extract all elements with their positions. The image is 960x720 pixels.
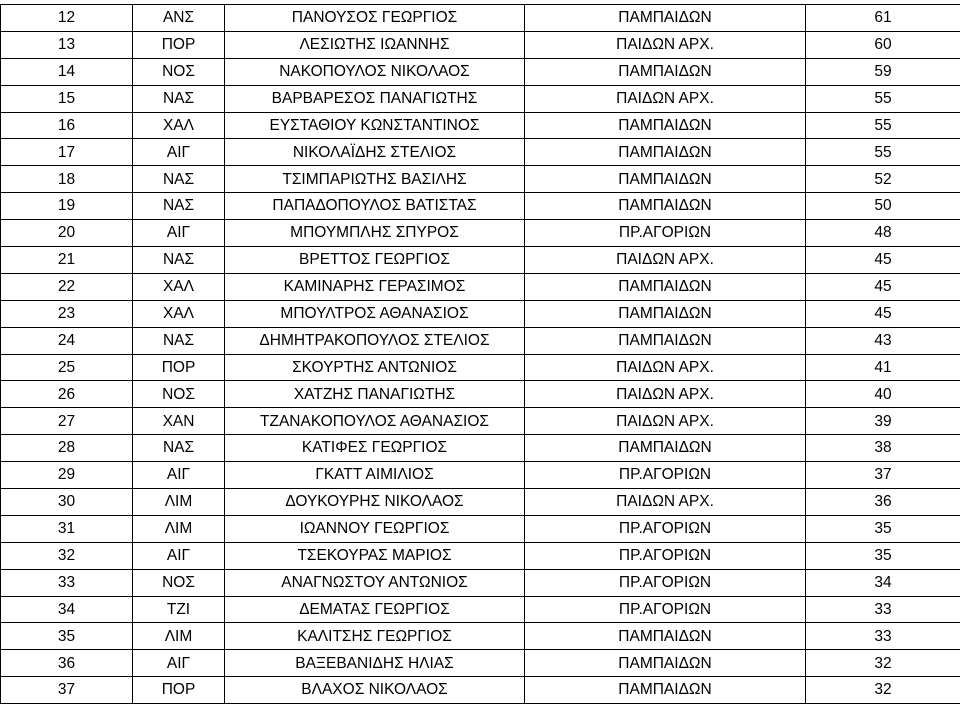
points-cell: 52 xyxy=(806,166,960,193)
table-row xyxy=(1,489,960,516)
rank-cell: 22 xyxy=(1,273,133,300)
athlete-name-cell: ΤΖΑΝΑΚΟΠΟΥΛΟΣ ΑΘΑΝΑΣΙΟΣ xyxy=(225,408,525,435)
table-row xyxy=(1,650,960,677)
athlete-name-cell: ΝΑΚΟΠΟΥΛΟΣ ΝΙΚΟΛΑΟΣ xyxy=(225,58,525,85)
points-cell: 45 xyxy=(806,247,960,274)
category-cell: ΠΡ.ΑΓΟΡΙΩΝ xyxy=(525,515,806,542)
category-cell: ΠΑΜΠΑΙΔΩΝ xyxy=(525,623,806,650)
points-cell: 45 xyxy=(806,273,960,300)
table-row xyxy=(1,354,960,381)
athlete-name-cell: ΒΑΡΒΑΡΕΣΟΣ ΠΑΝΑΓΙΩΤΗΣ xyxy=(225,85,525,112)
athlete-name-cell: ΓΚΑΤΤ ΑΙΜΙΛΙΟΣ xyxy=(225,462,525,489)
rank-cell: 23 xyxy=(1,300,133,327)
rank-cell: 28 xyxy=(1,435,133,462)
category-cell: ΠΑΜΠΑΙΔΩΝ xyxy=(525,327,806,354)
club-cell: ΠΟΡ xyxy=(133,677,225,704)
rank-cell: 24 xyxy=(1,327,133,354)
points-cell: 38 xyxy=(806,435,960,462)
rank-cell: 35 xyxy=(1,623,133,650)
table-row xyxy=(1,381,960,408)
category-cell: ΠΑΙΔΩΝ ΑΡΧ. xyxy=(525,31,806,58)
category-cell: ΠΑΙΔΩΝ ΑΡΧ. xyxy=(525,85,806,112)
points-cell: 45 xyxy=(806,300,960,327)
athlete-name-cell: ΤΣΕΚΟΥΡΑΣ ΜΑΡΙΟΣ xyxy=(225,542,525,569)
results-table xyxy=(0,4,960,704)
club-cell: ΝΟΣ xyxy=(133,569,225,596)
club-cell: ΝΑΣ xyxy=(133,193,225,220)
club-cell: ΑΙΓ xyxy=(133,139,225,166)
points-cell: 60 xyxy=(806,31,960,58)
club-cell: ΝΑΣ xyxy=(133,85,225,112)
club-cell: ΑΙΓ xyxy=(133,650,225,677)
athlete-name-cell: ΒΑΞΕΒΑΝΙΔΗΣ ΗΛΙΑΣ xyxy=(225,650,525,677)
club-cell: ΑΙΓ xyxy=(133,220,225,247)
club-cell: ΧΑΛ xyxy=(133,112,225,139)
points-cell: 48 xyxy=(806,220,960,247)
rank-cell: 33 xyxy=(1,569,133,596)
category-cell: ΠΑΜΠΑΙΔΩΝ xyxy=(525,193,806,220)
rank-cell: 12 xyxy=(1,5,133,32)
rank-cell: 14 xyxy=(1,58,133,85)
rank-cell: 13 xyxy=(1,31,133,58)
athlete-name-cell: ΛΕΣΙΩΤΗΣ ΙΩΑΝΝΗΣ xyxy=(225,31,525,58)
club-cell: ΝΟΣ xyxy=(133,381,225,408)
rank-cell: 25 xyxy=(1,354,133,381)
club-cell: ΝΑΣ xyxy=(133,247,225,274)
club-cell: ΛΙΜ xyxy=(133,489,225,516)
points-cell: 36 xyxy=(806,489,960,516)
category-cell: ΠΑΜΠΑΙΔΩΝ xyxy=(525,677,806,704)
points-cell: 37 xyxy=(806,462,960,489)
results-table-body xyxy=(1,5,960,704)
category-cell: ΠΡ.ΑΓΟΡΙΩΝ xyxy=(525,542,806,569)
category-cell: ΠΑΜΠΑΙΔΩΝ xyxy=(525,139,806,166)
category-cell: ΠΑΜΠΑΙΔΩΝ xyxy=(525,300,806,327)
table-row xyxy=(1,596,960,623)
table-row xyxy=(1,5,960,32)
table-row xyxy=(1,677,960,704)
points-cell: 59 xyxy=(806,58,960,85)
rank-cell: 36 xyxy=(1,650,133,677)
rank-cell: 37 xyxy=(1,677,133,704)
athlete-name-cell: ΑΝΑΓΝΩΣΤΟΥ ΑΝΤΩΝΙΟΣ xyxy=(225,569,525,596)
points-cell: 35 xyxy=(806,542,960,569)
athlete-name-cell: ΠΑΝΟΥΣΟΣ ΓΕΩΡΓΙΟΣ xyxy=(225,5,525,32)
category-cell: ΠΡ.ΑΓΟΡΙΩΝ xyxy=(525,462,806,489)
table-row xyxy=(1,542,960,569)
rank-cell: 21 xyxy=(1,247,133,274)
club-cell: ΝΑΣ xyxy=(133,327,225,354)
athlete-name-cell: ΕΥΣΤΑΘΙΟΥ ΚΩΝΣΤΑΝΤΙΝΟΣ xyxy=(225,112,525,139)
athlete-name-cell: ΚΑΛΙΤΣΗΣ ΓΕΩΡΓΙΟΣ xyxy=(225,623,525,650)
club-cell: ΧΑΝ xyxy=(133,408,225,435)
club-cell: ΠΟΡ xyxy=(133,31,225,58)
points-cell: 55 xyxy=(806,139,960,166)
points-cell: 55 xyxy=(806,112,960,139)
points-cell: 34 xyxy=(806,569,960,596)
club-cell: ΑΙΓ xyxy=(133,542,225,569)
club-cell: ΧΑΛ xyxy=(133,273,225,300)
points-cell: 61 xyxy=(806,5,960,32)
athlete-name-cell: ΔΗΜΗΤΡΑΚΟΠΟΥΛΟΣ ΣΤΕΛΙΟΣ xyxy=(225,327,525,354)
rank-cell: 32 xyxy=(1,542,133,569)
category-cell: ΠΑΙΔΩΝ ΑΡΧ. xyxy=(525,489,806,516)
athlete-name-cell: ΔΕΜΑΤΑΣ ΓΕΩΡΓΙΟΣ xyxy=(225,596,525,623)
rank-cell: 19 xyxy=(1,193,133,220)
table-row xyxy=(1,85,960,112)
category-cell: ΠΑΙΔΩΝ ΑΡΧ. xyxy=(525,354,806,381)
rank-cell: 15 xyxy=(1,85,133,112)
category-cell: ΠΑΜΠΑΙΔΩΝ xyxy=(525,650,806,677)
table-row xyxy=(1,31,960,58)
category-cell: ΠΑΜΠΑΙΔΩΝ xyxy=(525,58,806,85)
points-cell: 55 xyxy=(806,85,960,112)
athlete-name-cell: ΒΛΑΧΟΣ ΝΙΚΟΛΑΟΣ xyxy=(225,677,525,704)
points-cell: 50 xyxy=(806,193,960,220)
club-cell: ΑΝΣ xyxy=(133,5,225,32)
category-cell: ΠΡ.ΑΓΟΡΙΩΝ xyxy=(525,220,806,247)
rank-cell: 27 xyxy=(1,408,133,435)
rank-cell: 29 xyxy=(1,462,133,489)
table-row xyxy=(1,300,960,327)
table-row xyxy=(1,112,960,139)
rank-cell: 26 xyxy=(1,381,133,408)
category-cell: ΠΑΜΠΑΙΔΩΝ xyxy=(525,273,806,300)
table-row xyxy=(1,166,960,193)
rank-cell: 18 xyxy=(1,166,133,193)
table-row xyxy=(1,247,960,274)
category-cell: ΠΑΙΔΩΝ ΑΡΧ. xyxy=(525,408,806,435)
club-cell: ΝΑΣ xyxy=(133,166,225,193)
club-cell: ΛΙΜ xyxy=(133,623,225,650)
club-cell: ΝΟΣ xyxy=(133,58,225,85)
athlete-name-cell: ΤΣΙΜΠΑΡΙΩΤΗΣ ΒΑΣΙΛΗΣ xyxy=(225,166,525,193)
points-cell: 40 xyxy=(806,381,960,408)
category-cell: ΠΑΜΠΑΙΔΩΝ xyxy=(525,435,806,462)
club-cell: ΠΟΡ xyxy=(133,354,225,381)
points-cell: 33 xyxy=(806,596,960,623)
points-cell: 32 xyxy=(806,650,960,677)
table-row xyxy=(1,193,960,220)
points-cell: 35 xyxy=(806,515,960,542)
athlete-name-cell: ΣΚΟΥΡΤΗΣ ΑΝΤΩΝΙΟΣ xyxy=(225,354,525,381)
athlete-name-cell: ΜΠΟΥΛΤΡΟΣ ΑΘΑΝΑΣΙΟΣ xyxy=(225,300,525,327)
club-cell: ΛΙΜ xyxy=(133,515,225,542)
category-cell: ΠΑΜΠΑΙΔΩΝ xyxy=(525,166,806,193)
rank-cell: 31 xyxy=(1,515,133,542)
table-row xyxy=(1,462,960,489)
table-row xyxy=(1,569,960,596)
table-row xyxy=(1,139,960,166)
athlete-name-cell: ΠΑΠΑΔΟΠΟΥΛΟΣ ΒΑΤΙΣΤΑΣ xyxy=(225,193,525,220)
table-row xyxy=(1,515,960,542)
rank-cell: 17 xyxy=(1,139,133,166)
category-cell: ΠΡ.ΑΓΟΡΙΩΝ xyxy=(525,569,806,596)
athlete-name-cell: ΝΙΚΟΛΑΪΔΗΣ ΣΤΕΛΙΟΣ xyxy=(225,139,525,166)
athlete-name-cell: ΧΑΤΖΗΣ ΠΑΝΑΓΙΩΤΗΣ xyxy=(225,381,525,408)
athlete-name-cell: ΔΟΥΚΟΥΡΗΣ ΝΙΚΟΛΑΟΣ xyxy=(225,489,525,516)
category-cell: ΠΑΜΠΑΙΔΩΝ xyxy=(525,112,806,139)
rank-cell: 20 xyxy=(1,220,133,247)
rank-cell: 34 xyxy=(1,596,133,623)
table-row xyxy=(1,58,960,85)
category-cell: ΠΑΙΔΩΝ ΑΡΧ. xyxy=(525,381,806,408)
category-cell: ΠΑΙΔΩΝ ΑΡΧ. xyxy=(525,247,806,274)
table-row xyxy=(1,623,960,650)
athlete-name-cell: ΒΡΕΤΤΟΣ ΓΕΩΡΓΙΟΣ xyxy=(225,247,525,274)
table-row xyxy=(1,408,960,435)
table-row xyxy=(1,327,960,354)
category-cell: ΠΑΜΠΑΙΔΩΝ xyxy=(525,5,806,32)
athlete-name-cell: ΜΠΟΥΜΠΛΗΣ ΣΠΥΡΟΣ xyxy=(225,220,525,247)
table-row xyxy=(1,273,960,300)
club-cell: ΑΙΓ xyxy=(133,462,225,489)
athlete-name-cell: ΚΑΜΙΝΑΡΗΣ ΓΕΡΑΣΙΜΟΣ xyxy=(225,273,525,300)
table-row xyxy=(1,435,960,462)
category-cell: ΠΡ.ΑΓΟΡΙΩΝ xyxy=(525,596,806,623)
points-cell: 33 xyxy=(806,623,960,650)
rank-cell: 16 xyxy=(1,112,133,139)
table-row xyxy=(1,220,960,247)
points-cell: 39 xyxy=(806,408,960,435)
athlete-name-cell: ΙΩΑΝΝΟΥ ΓΕΩΡΓΙΟΣ xyxy=(225,515,525,542)
rank-cell: 30 xyxy=(1,489,133,516)
club-cell: ΧΑΛ xyxy=(133,300,225,327)
athlete-name-cell: ΚΑΤΙΦΕΣ ΓΕΩΡΓΙΟΣ xyxy=(225,435,525,462)
points-cell: 43 xyxy=(806,327,960,354)
points-cell: 41 xyxy=(806,354,960,381)
club-cell: ΝΑΣ xyxy=(133,435,225,462)
club-cell: ΤΖΙ xyxy=(133,596,225,623)
points-cell: 32 xyxy=(806,677,960,704)
